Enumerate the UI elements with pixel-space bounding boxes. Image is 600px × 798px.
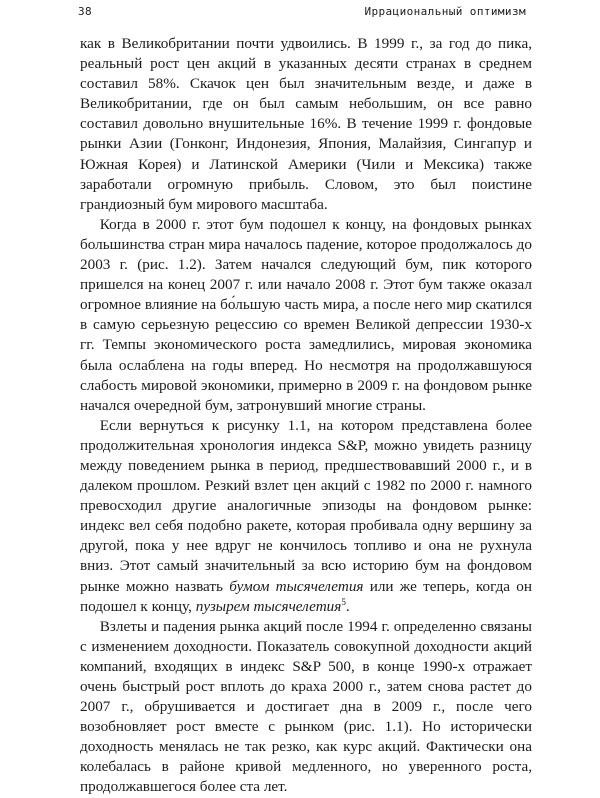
italic-term-millennium-bubble: пузырем тысячелетия bbox=[195, 597, 342, 615]
page-number: 38 bbox=[78, 5, 93, 18]
paragraph-3 bbox=[80, 416, 532, 617]
paragraph-3-text-before: Если вернуться к рисунку 1.1, на котором представлена более продолжительная хронология индекса S&P, можно увидеть разницу между поведением рынка в период, предшествовавший 2000 г., и в далеком прошлом. Резкий взлет цен акций с 1982 по 2000 г. намного превосходил другие аналогичные эпизоды на фондовом рынке: индекс вел себя подобно ракете, которая пробивала одну вершину за другой, пока у нее вдруг не кончилось топливо и она не рухнула вниз. Этот самый значительный за всю историю бум на фондовом рынке можно назвать bbox=[80, 416, 532, 595]
running-header bbox=[78, 5, 526, 18]
paragraph-4: Взлеты и падения рынка акций после 1994 г. определенно связаны с изменением доходности. Показатель совокупной доходности акций компаний, входящих в индекс S&P 500, в конце 1990-х отражает очень быстрый рост вплоть до краха 2000 г., затем снова растет до 2007 г., обрушивается и достигает дна в 2009 г., после чего возобновляет рост вместе с рынком (рис. 1.1). Но исторически доходность менялась не так резко, как курс акций. Фактически она колебалась в районе кривой медленного, но уверенного роста, продолжавшегося более ста лет. bbox=[80, 617, 532, 796]
running-title: Иррациональный оптимизм bbox=[364, 5, 526, 18]
paragraph-1: как в Великобритании почти удвоились. В 1999 г., за год до пика, реальный рост цен акций в указанных десяти странах в среднем составил 58%. Скачок цен был значительным везде, и даже в Великобритании, где он был самым небольшим, он все равно составил довольно внушительные 16%. В течение 1999 г. фондовые рынки Азии (Гонконг, Индонезия, Япония, Малайзия, Сингапур и Южная Корея) и Латинской Америки (Чили и Мексика) также заработали огромную прибыль. Словом, это был поистине грандиозный бум мирового масштаба. bbox=[80, 35, 532, 213]
italic-term-millennium-boom: бумом тысячелетия bbox=[229, 577, 364, 595]
footnote-marker[interactable]: 5 bbox=[341, 596, 346, 607]
body-text bbox=[80, 34, 532, 798]
paragraph-3-text-after: . bbox=[345, 597, 350, 615]
paragraph-2: Когда в 2000 г. этот бум подошел к концу, на фондовых рынках большинства стран мира началось падение, которое продолжалось до 2003 г. (рис. 1.2). Затем начался следующий бум, пик которого пришелся на конец 2007 г. или начало 2008 г. Этот бум также оказал огромное влияние на бо́льшую часть мира, а после него мир скатился в самую серьезную рецессию со времен Великой депрессии 1930-х гг. Темпы экономического роста замедлились, мировая экономика была ослаблена на годы вперед. Но несмотря на продолжавшуюся слабость мировой экономики, примерно в 2009 г. на фондовом рынке начался очередной бум, затронувший многие страны. bbox=[80, 215, 532, 414]
paragraph-3-text-middle: или же теперь, когда он подошел к концу, bbox=[80, 577, 533, 615]
